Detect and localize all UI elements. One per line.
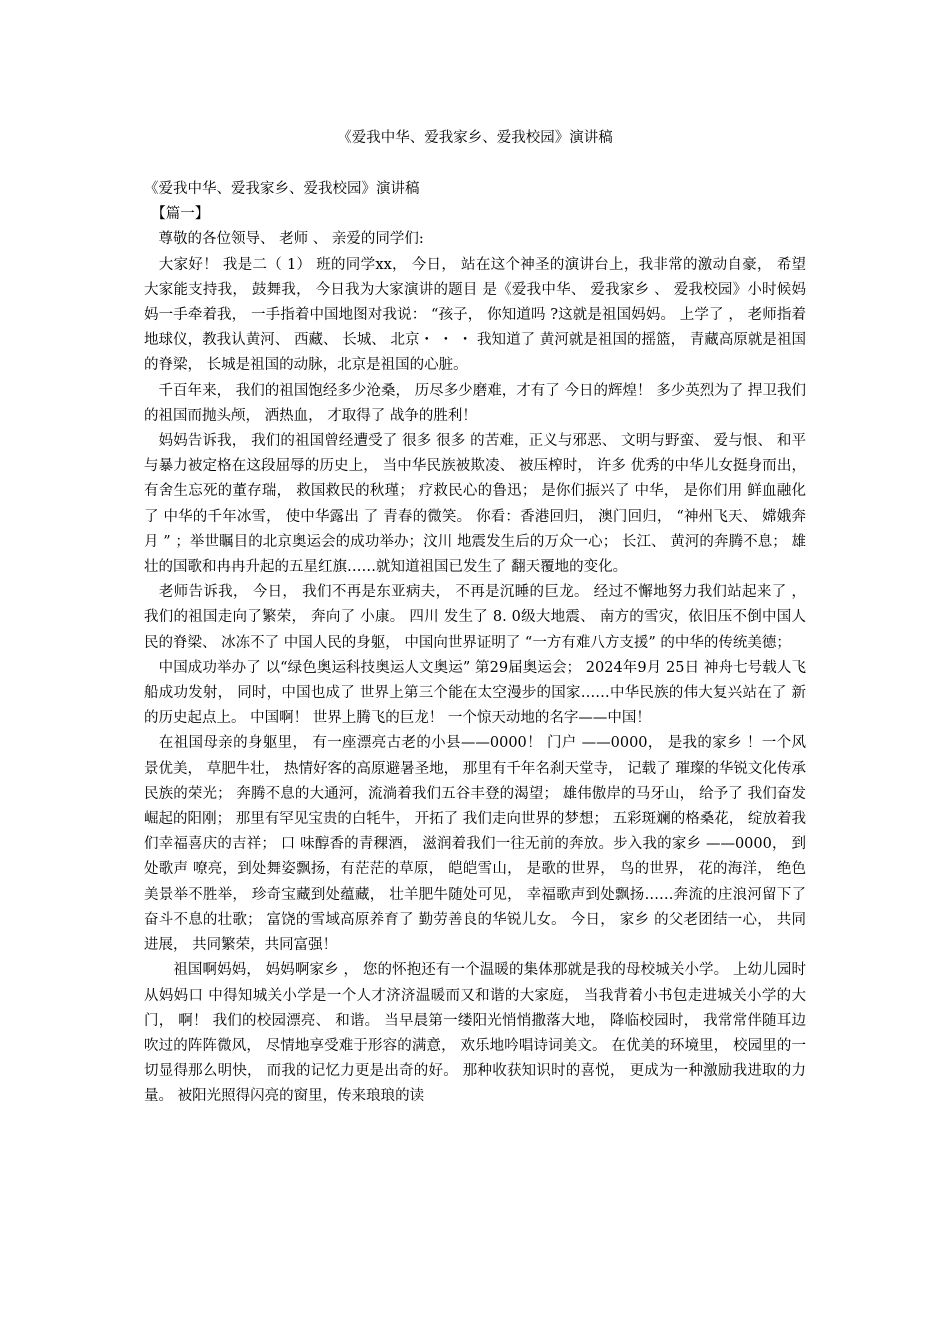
document-body [144, 177, 806, 1110]
paragraph: 千百年来， 我们的祖国饱经多少沧桑， 历尽多少磨难，才有了 今日的辉煌！ 多少英烈为了 捍卫我们的祖国而抛头颅， 洒热血， 才取得了 战争的胜利！ [144, 382, 806, 424]
paragraph: 中国成功举办了 以“绿色奥运科技奥运人文奥运” 第29届奥运会； 2024年9月 25日 神舟七号载人飞船成功发射， 同时，中国也成了 世界上第三个能在太空漫步的国家……中华民族的伟大复兴站在了 新的历史起点上。 中国啊！ 世界上腾飞的巨龙！ 一个惊天动地的名字——中国！ [144, 659, 806, 727]
paragraph: 老师告诉我， 今日， 我们不再是东亚病夫， 不再是沉睡的巨龙。 经过不懈地努力我们站起来了 ， 我们的祖国走向了繁荣， 奔向了 小康。 四川 发生了 8. 0级大地震、 南方的雪灾，依旧压不倒中国人民的脊梁、 冰冻不了 中国人民的身躯， 中国向世界证明了 “一方有难八方支援” 的中华的传统美德； [144, 584, 806, 651]
section-heading: 【篇一】 [144, 206, 210, 223]
paragraph: 妈妈告诉我， 我们的祖国曾经遭受了 很多 很多 的苦难，正义与邪恶、 文明与野蛮、 爱与恨、 和平与暴力被定格在这段屈辱的历史上， 当中华民族被欺凌、 被压榨时， 许多 优秀的中华儿女挺身而出， 有舍生忘死的董存瑞， 救国救民的秋瑾； 疗救民心的鲁迅； 是你们振兴了 中华， 是你们用 鲜血融化了 中华的千年冰雪， 使中华露出 了 青春的微笑。 你看：香港回归， 澳门回归， “神州飞天、 嫦娥奔月 ” ；举世瞩目的北京奥运会的成功举办；汶川 地震发生后的万众一心； 长江、 黄河的奔腾不息； 雄壮的国歌和冉冉升起的五星红旗……就知道祖国已发生了 翻天覆地的变化。 [144, 433, 806, 576]
paragraph: 尊敬的各位领导、 老师 、 亲爱的同学们: [144, 231, 424, 248]
paragraph: 祖国啊妈妈， 妈妈啊家乡 ， 您的怀抱还有一个温暖的集体那就是我的母校城关小学。 上幼儿园时从妈妈口 中得知城关小学是一个人才济济温暖而又和谐的大家庭， 当我背着小书包走进城关小学的大门， 啊！ 我们的校园漂亮、 和谐。 当早晨第一缕阳光悄悄撒落大地， 降临校园时， 我常常伴随耳边吹过的阵阵微风， 尽情地享受难于形容的满意， 欢乐地吟唱诗词美文。 在优美的环境里， 校园里的一切显得那么明快， 而我的记忆力更是出奇的好。 那种收获知识时的喜悦， 更成为一种激励我进取的力量。 被阳光照得闪亮的窗里，传来琅琅的读 [144, 962, 806, 1105]
document-title: 《爱我中华、爱我家乡、爱我校园》演讲稿 [337, 130, 613, 146]
paragraph: 大家好！ 我是二（ 1） 班的同学xx， 今日， 站在这个神圣的演讲台上，我非常的激动自豪， 希望大家能支持我， 鼓舞我， 今日我为大家演讲的题目 是《爱我中华、 爱我家乡 、 爱我校园》小时候妈妈一手牵着我， 一手指着中国地图对我说： “孩子， 你知道吗 ?这就是祖国妈妈。 上学了 ， 老师指着地球仪，教我认黄河、 西藏、 长城、 北京・ ・ ・ 我知道了 黄河就是祖国的摇篮， 青藏高原就是祖国的脊梁， 长城是祖国的动脉，北京是祖国的心脏。 [144, 256, 806, 374]
paragraph: 《爱我中华、爱我家乡、爱我校园》演讲稿 [144, 181, 420, 197]
paragraph: 在祖国母亲的身躯里， 有一座漂亮古老的小县——0000！ 门户 ——0000， 是我的家乡 ！一个风景优美， 草肥牛壮， 热情好客的高原避暑圣地， 那里有千年名刹天堂寺， 记载了 璀璨的华锐文化传承民族的荣光； 奔腾不息的大通河，流淌着我们五谷丰登的渴望； 雄伟傲岸的马牙山， 给予了 我们奋发崛起的阳刚； 那里有罕见宝贵的白牦牛， 开拓了 我们走向世界的梦想； 五彩斑斓的格桑花， 绽放着我们幸福喜庆的吉祥； 口 味醇香的青稞酒， 滋润着我们一往无前的奔放。步入我的家乡 ——0000， 到处歌声 嘹亮，到处舞姿飘扬，有茫茫的草原， 皑皑雪山， 是歌的世界， 鸟的世界， 花的海洋， 绝色美景举不胜举， 珍奇宝藏到处蕴藏， 壮羊肥牛随处可见， 幸福歌声到处飘扬……奔流的庄浪河留下了 奋斗不息的壮歌； 富饶的雪域高原养育了 勤劳善良的华锐儿女。 今日， 家乡 的父老团结一心， 共同进展， 共同繁荣，共同富强！ [144, 735, 806, 954]
